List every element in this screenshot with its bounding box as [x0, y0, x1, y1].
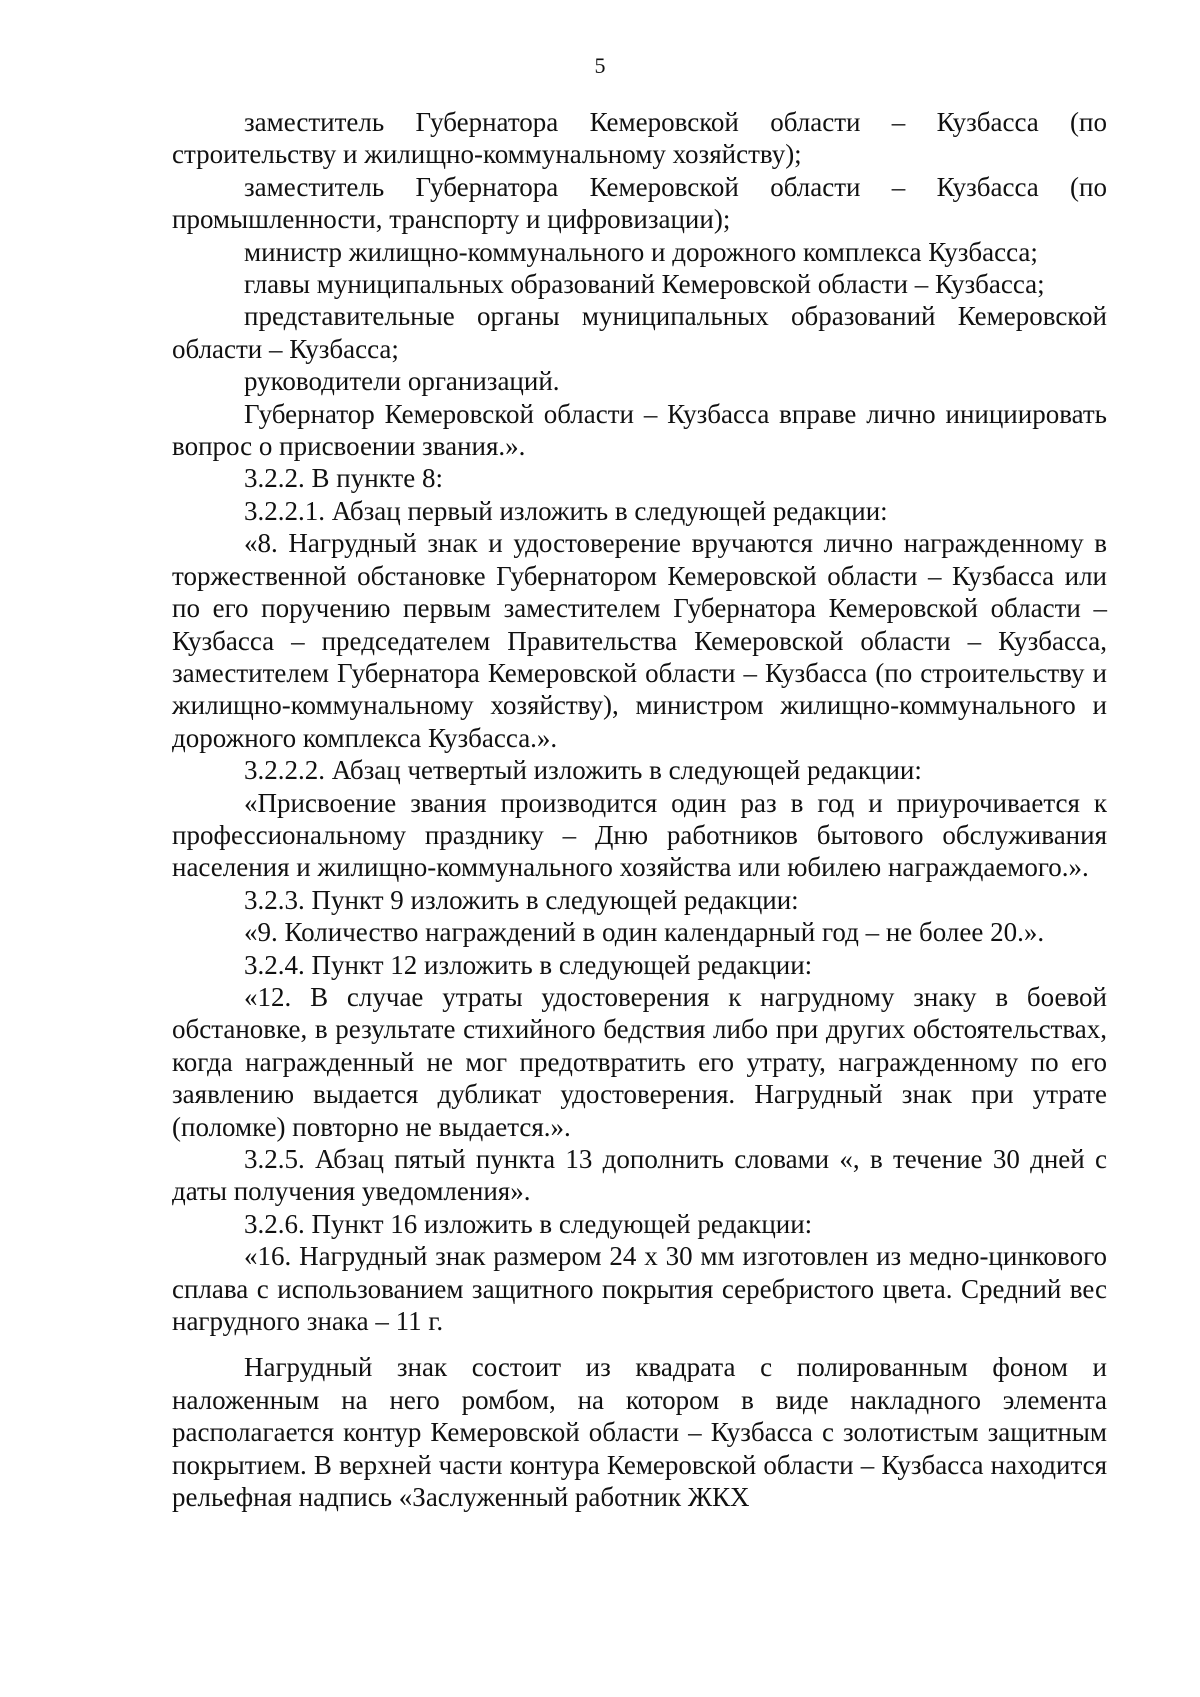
paragraph: «12. В случае утраты удостоверения к нагрудному знаку в боевой обстановке, в результате стихийного бедствия либо при других обстоятельствах, когда награжденный не мог предотвратить его утрату, награжденному по его заявлению выдается дубликат удостоверения. Нагрудный знак при утрате (поломке) повторно не выдается.». — [172, 981, 1107, 1142]
paragraph: «8. Нагрудный знак и удостоверение вручаются лично награжденному в торжественной обстановке Губернатором Кемеровской области – Кузбасса или по его поручению первым заместителем Губернатора Кемеровской области – Кузбасса – председателем Правительства Кемеровской области – Кузбасса, заместителем Губернатора Кемеровской области – Кузбасса (по строительству и жилищно-коммунальному хозяйству), министром жилищно-коммунального и дорожного комплекса Кузбасса.». — [172, 528, 1107, 753]
paragraph: министр жилищно-коммунального и дорожного комплекса Кузбасса; — [244, 236, 1038, 267]
paragraph: Нагрудный знак состоит из квадрата с полированным фоном и наложенным на него ромбом, на котором в виде накладного элемента располагается контур Кемеровской области – Кузбасса с золотистым защитным покрытием. В верхней части контура Кемеровской области – Кузбасса находится рельефная надпись «Заслуженный работник ЖКХ — [172, 1352, 1107, 1513]
paragraph: 3.2.5. Абзац пятый пункта 13 дополнить словами «, в течение 30 дней с даты получения уведомления». — [172, 1144, 1107, 1207]
paragraph: руководители организаций. — [244, 366, 560, 397]
paragraph: 3.2.2.2. Абзац четвертый изложить в следующей редакции: — [244, 755, 922, 786]
paragraph: 3.2.2.1. Абзац первый изложить в следующей редакции: — [244, 495, 888, 526]
paragraph: главы муниципальных образований Кемеровской области – Кузбасса; — [244, 269, 1045, 300]
paragraph: «Присвоение звания производится один раз в год и приурочивается к профессиональному празднику – Дню работников бытового обслуживания населения и жилищно-коммунального хозяйства или юбилею награждаемого.». — [172, 787, 1107, 883]
paragraph: Губернатор Кемеровской области – Кузбасса вправе лично инициировать вопрос о присвоении звания.». — [172, 398, 1107, 462]
paragraph: 3.2.6. Пункт 16 изложить в следующей редакции: — [244, 1208, 813, 1239]
paragraph: представительные органы муниципальных образований Кемеровской области – Кузбасса; — [172, 301, 1107, 364]
paragraph: 3.2.3. Пункт 9 изложить в следующей редакции: — [244, 884, 799, 915]
paragraph: заместитель Губернатора Кемеровской области – Кузбасса (по строительству и жилищно-коммунальному хозяйству); — [172, 107, 1107, 170]
paragraph: «16. Нагрудный знак размером 24 х 30 мм изготовлен из медно-цинкового сплава с использованием защитного покрытия серебристого цвета. Средний вес нагрудного знака – 11 г. — [172, 1241, 1107, 1337]
paragraph: «9. Количество награждений в один календарный год – не более 20.». — [244, 917, 1045, 948]
page-number: 5 — [594, 53, 606, 78]
document-body — [172, 106, 1107, 1513]
paragraph: заместитель Губернатора Кемеровской области – Кузбасса (по промышленности, транспорту и цифровизации); — [172, 171, 1107, 235]
paragraph: 3.2.2. В пункте 8: — [244, 463, 443, 494]
paragraph: 3.2.4. Пункт 12 изложить в следующей редакции: — [244, 949, 813, 980]
